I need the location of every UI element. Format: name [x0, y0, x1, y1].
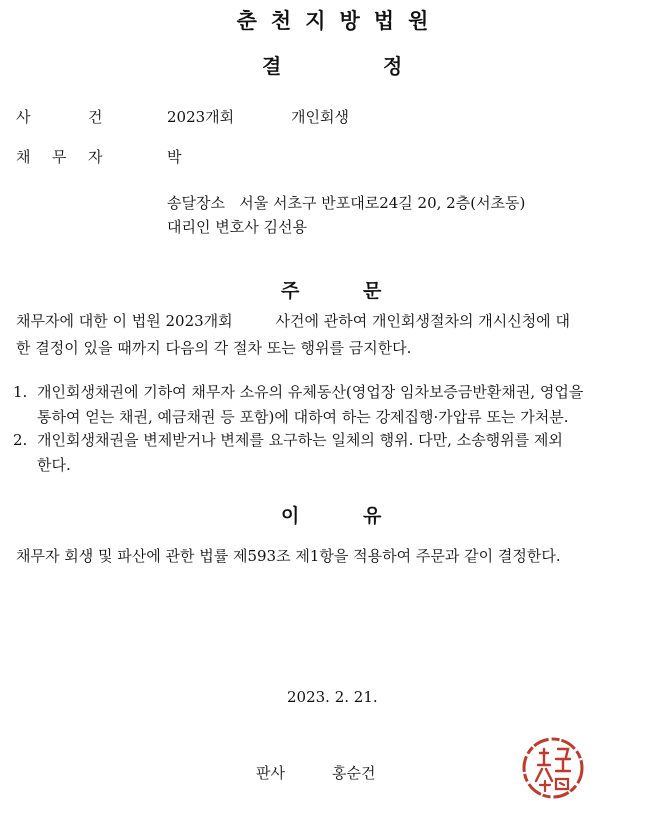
order-heading-char-1: 주	[281, 280, 300, 302]
debtor-name: 박	[167, 148, 182, 166]
reason-heading-char-2: 유	[363, 505, 382, 527]
doc-type-char-2: 정	[383, 54, 403, 78]
order-item-1-line-1: 개인회생채권에 기하여 채무자 소유의 유체동산(영업장 임차보증금반환채권, 영업을	[37, 383, 584, 401]
order-heading-char-2: 문	[363, 280, 382, 302]
judge-name: 홍순건	[332, 764, 376, 782]
decision-date: 2023. 2. 21.	[287, 688, 378, 706]
debtor-label-char-3: 자	[88, 148, 103, 166]
doc-type-char-1: 결	[262, 54, 282, 78]
order-item-1-number: 1.	[13, 383, 28, 401]
order-item-2-number: 2.	[13, 431, 28, 449]
judge-title: 판사	[256, 764, 285, 782]
order-text-line-1: 채무자에 대한 이 법원 2023개회 사건에 관하여 개인회생절차의 개시신청에 대	[16, 312, 570, 330]
debtor-label-char-2: 무	[52, 148, 67, 166]
judge-seal-stamp	[520, 735, 586, 801]
debtor-label-char-1: 채	[16, 148, 31, 166]
reason-text: 채무자 회생 및 파산에 관한 법률 제593조 제1항을 적용하여 주문과 같이 결정한다.	[16, 547, 561, 565]
court-name: 춘천지방법원	[236, 9, 443, 33]
debtor-address: 송달장소 서울 서초구 반포대로24길 20, 2층(서초동)	[167, 194, 526, 212]
seal-stamp-icon	[520, 735, 586, 801]
reason-heading-char-1: 이	[281, 505, 300, 527]
order-item-2-line-1: 개인회생채권을 변제받거나 변제를 요구하는 일체의 행위. 다만, 소송행위를 제외	[37, 431, 563, 449]
case-name: 개인회생	[291, 108, 349, 126]
order-item-1-line-2: 통하여 얻는 채권, 예금채권 등 포함)에 대하여 하는 강제집행·가압류 또는 가처분.	[37, 408, 569, 426]
order-text-line-2: 한 결정이 있을 때까지 다음의 각 절차 또는 행위를 금지한다.	[16, 339, 412, 357]
order-item-2-line-2: 한다.	[37, 456, 71, 474]
case-number: 2023개회	[167, 108, 235, 126]
debtor-agent: 대리인 변호사 김선용	[167, 218, 307, 236]
case-label-char-1: 사	[16, 108, 31, 126]
case-label-char-2: 건	[88, 108, 103, 126]
